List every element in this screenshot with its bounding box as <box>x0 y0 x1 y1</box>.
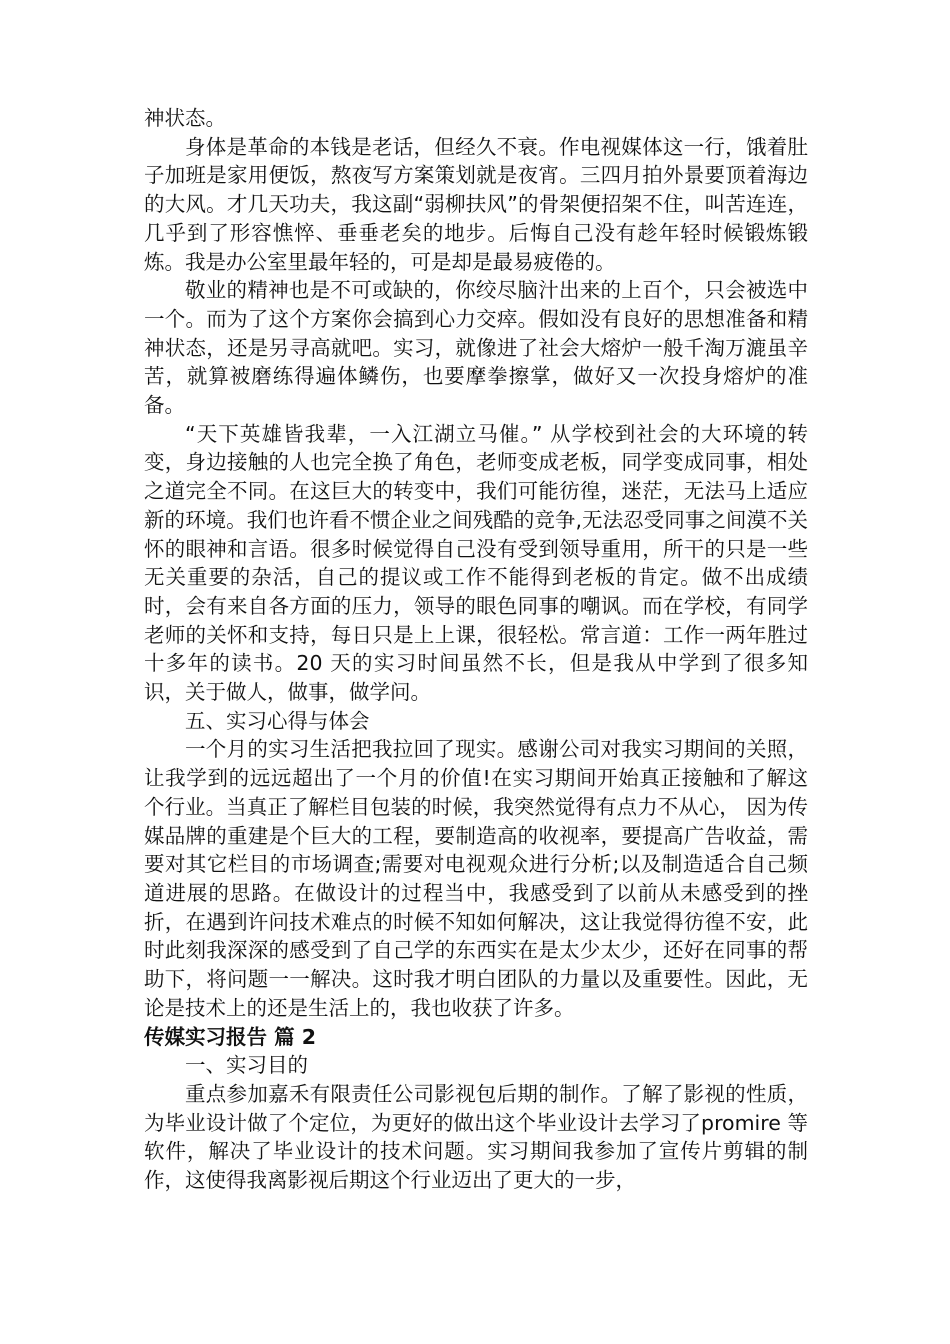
paragraph-transition: “天下英雄皆我辈，一入江湖立马催。” 从学校到社会的大环境的转变，身边接触的人也完全换了角色，老师变成老板，同学变成同事，相处之道完全不同。在这巨大的转变中，我们可能彷徨，迷茫，无法马上适应新的环境。我们也许看不惯企业之间残酷的竞争,无法忍受同事之间漠不关怀的眼神和言语。很多时候觉得自己没有受到领导重用，所干的只是一些无关重要的杂活，自己的提议或工作不能得到老板的肯定。做不出成绩时，会有来自各方面的压力，领导的眼色同事的嘲讽。而在学校，有同学老师的关怀和支持，每日只是上上课，很轻松。常言道：工作一两年胜过十多年的读书。20 天的实习时间虽然不长，但是我从中学到了很多知识，关于做人，做事，做学问。 <box>144 421 808 705</box>
document-page <box>144 104 808 1195</box>
paragraph-purpose: 重点参加嘉禾有限责任公司影视包后期的制作。了解了影视的性质，为毕业设计做了个定位，为更好的做出这个毕业设计去学习了promire 等软件，解决了毕业设计的技术问题。实习期间我参加了宣传片剪辑的制作，这使得我离影视后期这个行业迈出了更大的一步， <box>144 1081 808 1193</box>
subheading-purpose: 一、实习目的 <box>185 1053 308 1078</box>
paragraph-continued: 神状态。 <box>144 106 226 130</box>
paragraph-reflections: 一个月的实习生活把我拉回了现实。感谢公司对我实习期间的关照，让我学到的远远超出了一个月的价值!在实习期间开始真正接触和了解这个行业。当真正了解栏目包装的时候，我突然觉得有点力不从心， 因为传媒品牌的重建是个巨大的工程，要制造高的收视率，要提高广告收益，需要对其它栏目的市场调查;需要对电视观众进行分析;以及制造适合自己频道进展的思路。在做设计的过程当中，我感受到了以前从未感受到的挫折，在遇到许问技术难点的时候不知如何解决，这让我觉得彷徨不安，此时此刻我深深的感受到了自己学的东西实在是太少太少，还好在同事的帮助下，将问题一一解决。这时我才明白团队的力量以及重要性。因此，无论是技术上的还是生活上的，我也收获了许多。 <box>144 737 808 1020</box>
section-title: 传媒实习报告 篇 2 <box>144 1024 317 1049</box>
subheading-reflections: 五、实习心得与体会 <box>185 708 370 733</box>
paragraph-dedication: 敬业的精神也是不可或缺的，你绞尽脑汁出来的上百个，只会被选中一个。而为了这个方案你会搞到心力交瘁。假如没有良好的思想准备和精神状态，还是另寻高就吧。实习，就像进了社会大熔炉一般千淘万漉虽辛苦，就算被磨练得遍体鳞伤，也要摩拳擦掌，做好又一次投身熔炉的准备。 <box>144 278 808 418</box>
paragraph-health: 身体是革命的本钱是老话，但经久不衰。作电视媒体这一行，饿着肚子加班是家用便饭，熬夜写方案策划就是夜宵。三四月拍外景要顶着海边的大风。才几天功夫，我这副“弱柳扶风”的骨架便招架不住，叫苦连连，几乎到了形容憔悴、垂垂老矣的地步。后悔自己没有趁年轻时候锻炼锻炼。我是办公室里最年轻的，可是却是最易疲倦的。 <box>144 134 808 274</box>
